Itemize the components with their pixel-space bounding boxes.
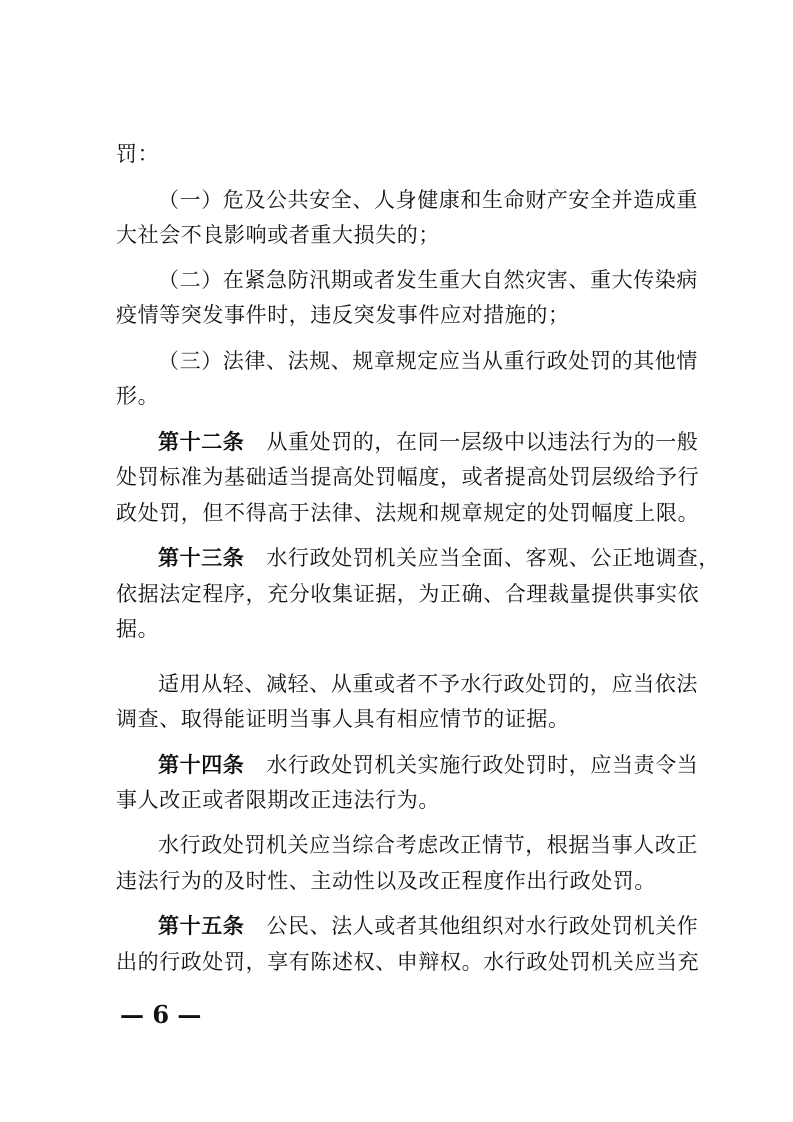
paragraph-line: 事人改正或者限期改正违法行为。 bbox=[116, 788, 440, 812]
paragraph-line: 据。 bbox=[116, 617, 160, 641]
page-number: — 6 — bbox=[120, 1000, 202, 1029]
list-item-line: 大社会不良影响或者重大损失的； bbox=[116, 223, 440, 247]
article-text: 水行政处罚机关实施行政处罚时，应当责令当 bbox=[266, 753, 699, 777]
article-heading: 第十二条 bbox=[158, 429, 245, 454]
paragraph-line: 政处罚，但不得高于法律、法规和规章规定的处罚幅度上限。 bbox=[116, 501, 700, 525]
paragraph-line: 出的行政处罚，享有陈述权、申辩权。水行政处罚机关应当充 bbox=[116, 950, 700, 974]
article-first-line bbox=[158, 545, 721, 571]
article-first-line bbox=[158, 429, 699, 455]
article-heading: 第十五条 bbox=[158, 913, 245, 938]
paragraph-line: 水行政处罚机关应当综合考虑改正情节，根据当事人改正 bbox=[158, 833, 698, 857]
article-first-line bbox=[158, 913, 699, 939]
paragraph-line: 调查、取得能证明当事人具有相应情节的证据。 bbox=[116, 707, 570, 731]
list-item-line: 形。 bbox=[116, 384, 160, 408]
article-text: 水行政处罚机关应当全面、客观、公正地调查， bbox=[266, 546, 721, 570]
paragraph-line: 依据法定程序，充分收集证据，为正确、合理裁量提供事实依 bbox=[116, 582, 700, 606]
article-first-line bbox=[158, 752, 699, 778]
article-heading: 第十三条 bbox=[158, 545, 245, 570]
list-item-line: 疫情等突发事件时，违反突发事件应对措施的； bbox=[116, 303, 570, 327]
paragraph-line: 处罚标准为基础适当提高处罚幅度，或者提高处罚层级给予行 bbox=[116, 465, 700, 489]
article-text: 公民、法人或者其他组织对水行政处罚机关作 bbox=[266, 914, 699, 938]
list-item-line: （一）危及公共安全、人身健康和生命财产安全并造成重 bbox=[158, 188, 698, 212]
article-text: 从重处罚的，在同一层级中以违法行为的一般 bbox=[266, 430, 699, 454]
paragraph-line: 违法行为的及时性、主动性以及改正程度作出行政处罚。 bbox=[116, 869, 656, 893]
list-item-line: （三）法律、法规、规章规定应当从重行政处罚的其他情 bbox=[158, 349, 698, 373]
paragraph-line: 罚： bbox=[116, 142, 160, 166]
list-item-line: （二）在紧急防汛期或者发生重大自然灾害、重大传染病 bbox=[158, 268, 698, 292]
article-heading: 第十四条 bbox=[158, 752, 245, 777]
paragraph-line: 适用从轻、减轻、从重或者不予水行政处罚的，应当依法 bbox=[158, 672, 698, 696]
